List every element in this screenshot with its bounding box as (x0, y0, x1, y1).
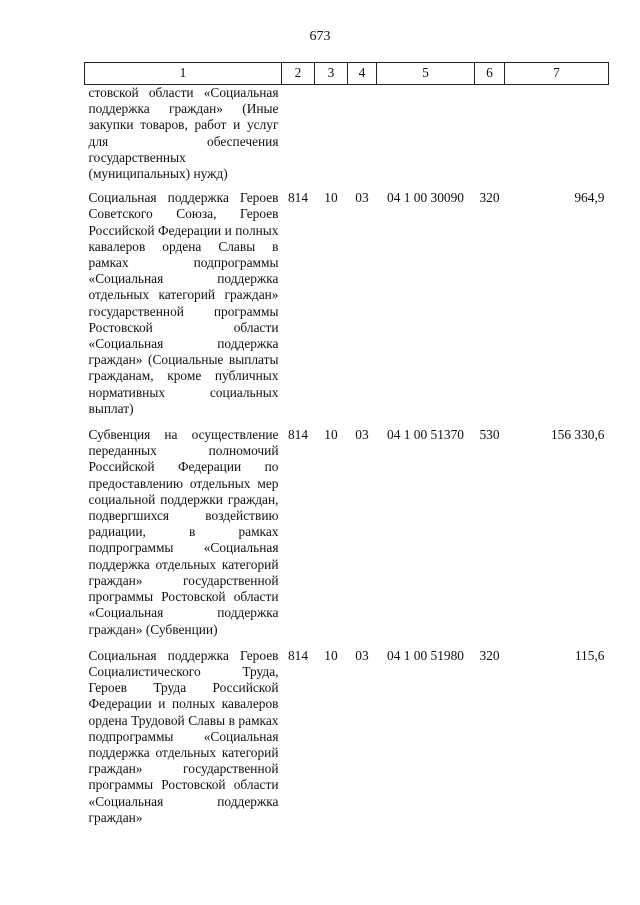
row-code-subsection: 03 (355, 190, 369, 206)
header-col-1: 1 (85, 63, 282, 85)
row-code-expense-type: 320 (479, 647, 500, 663)
row-code-target: 04 1 00 51980 (387, 647, 464, 663)
row-code-subsection: 03 (355, 647, 369, 663)
header-col-4: 4 (348, 63, 377, 85)
row-code-target: 04 1 00 51370 (387, 427, 464, 443)
table-row (85, 85, 609, 191)
row-description: стовской области «Социальная поддержка граждан» (Иные закупки товаров, работ и услуг для обеспечения государственных (муниципальных) нужд) (88, 85, 279, 182)
header-col-3: 3 (315, 63, 348, 85)
row-amount: 964,9 (574, 190, 605, 206)
row-code-ministry: 814 (287, 427, 309, 443)
row-code-section: 10 (324, 647, 338, 663)
row-code-subsection (348, 85, 377, 191)
header-col-2: 2 (282, 63, 315, 85)
row-description: Социальная поддержка Героев Советского Союза, Героев Российской Федерации и полных кавалеров ордена Славы в рамках подпрограммы «Социальная поддержка отдельных категорий граждан» государственной программы Ростовской области «Социальная поддержка граждан» (Социальные выплаты гражданам, кроме публичных нормативных социальных выплат) (88, 190, 279, 416)
table-row (85, 427, 609, 648)
row-code-section: 10 (324, 190, 338, 206)
row-code-section: 10 (324, 427, 338, 443)
page-number: 673 (309, 29, 331, 44)
header-col-6: 6 (475, 63, 505, 85)
header-col-5: 5 (377, 63, 475, 85)
row-code-ministry (282, 85, 315, 191)
row-description: Субвенция на осуществление переданных полномочий Российской Федерации по предоставлению отдельных мер социальной поддержки граждан, подвергшихся воздействию радиации, в рамках подпрограммы «Социальная поддержка отдельных категорий граждан» государственной программы Ростовской области «Социальная поддержка граждан» (Субвенции) (88, 427, 279, 637)
row-code-target: 04 1 00 30090 (387, 190, 464, 206)
row-code-expense-type (475, 85, 505, 191)
table-row (85, 648, 609, 836)
row-code-ministry: 814 (287, 190, 309, 206)
row-amount: 156 330,6 (550, 427, 605, 443)
row-code-expense-type: 320 (479, 190, 500, 206)
row-amount: 115,6 (574, 647, 605, 663)
header-row (85, 63, 609, 85)
row-code-target (377, 85, 475, 191)
table-row (85, 190, 609, 427)
row-description: Социальная поддержка Героев Социалистического Труда, Героев Труда Российской Федерации и полных кавалеров ордена Трудовой Славы в рамках подпрограммы «Социальная поддержка отдельных категорий граждан» государственной программы Ростовской области «Социальная поддержка граждан» (88, 647, 279, 825)
row-code-subsection: 03 (355, 427, 369, 443)
header-col-7: 7 (505, 63, 609, 85)
row-code-expense-type: 530 (479, 427, 500, 443)
row-amount (505, 85, 609, 191)
row-code-section (315, 85, 348, 191)
budget-table (84, 62, 609, 836)
row-code-ministry: 814 (287, 647, 309, 663)
